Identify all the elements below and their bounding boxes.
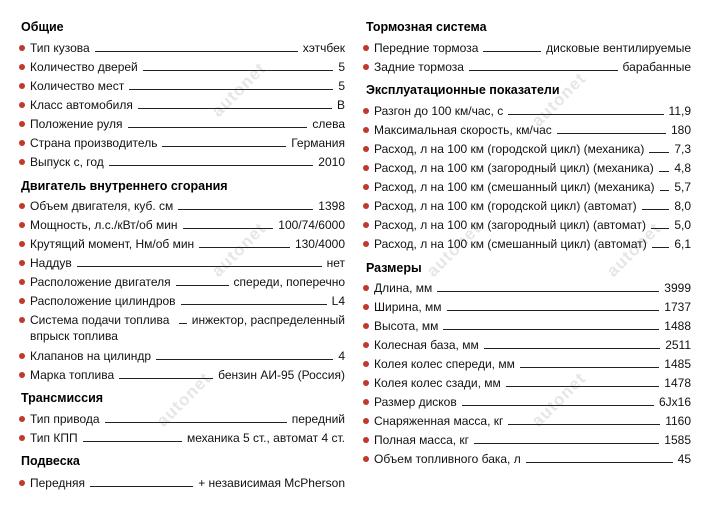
- spec-row: [30, 36, 345, 55]
- bullet-icon: [363, 437, 369, 443]
- leader-line: [447, 310, 660, 311]
- spec-row: [374, 213, 691, 232]
- spec-value: 1585: [664, 433, 691, 447]
- leader-line: [109, 165, 314, 166]
- leader-line: [469, 70, 618, 71]
- leader-line: [128, 127, 308, 128]
- leader-line: [437, 291, 659, 292]
- spec-label: Передняя: [30, 476, 86, 490]
- leader-line: [520, 367, 659, 368]
- spec-label: Расход, л на 100 км (смешанный цикл) (автомат): [374, 237, 647, 251]
- spec-row: [30, 74, 345, 93]
- spec-row: [30, 407, 345, 426]
- spec-value: L4: [331, 294, 345, 308]
- spec-label: Крутящий момент, Нм/об мин: [30, 237, 195, 251]
- bullet-icon: [19, 480, 25, 486]
- spec-label: Высота, мм: [374, 319, 439, 333]
- spec-label: Расположение двигателя: [30, 275, 171, 289]
- spec-label: Положение руля: [30, 117, 123, 131]
- leader-line: [508, 424, 660, 425]
- spec-value: хэтчбек: [302, 41, 345, 55]
- bullet-icon: [19, 353, 25, 359]
- leader-line: [508, 114, 663, 115]
- leader-line: [129, 89, 333, 90]
- bullet-icon: [363, 127, 369, 133]
- spec-value: 130/4000: [294, 237, 345, 251]
- section-title-dimensions: Размеры: [366, 261, 422, 275]
- section-title-transmission: Трансмиссия: [21, 391, 104, 405]
- spec-label: Передние тормоза: [374, 41, 479, 55]
- section-title-performance: Эксплуатационные показатели: [366, 83, 560, 97]
- spec-value: бензин АИ-95 (Россия): [218, 368, 345, 382]
- spec-value: спереди, поперечно: [233, 275, 345, 289]
- bullet-icon: [363, 146, 369, 152]
- bullet-icon: [19, 159, 25, 165]
- bullet-icon: [363, 323, 369, 329]
- leader-line: [642, 209, 670, 210]
- bullet-icon: [19, 64, 25, 70]
- spec-row: [374, 55, 691, 74]
- section-title-engine: Двигатель внутреннего сгорания: [21, 179, 228, 193]
- spec-label: Колея колес сзади, мм: [374, 376, 501, 390]
- spec-row: [374, 36, 691, 55]
- bullet-icon: [363, 64, 369, 70]
- spec-row: [30, 270, 345, 289]
- spec-row: [374, 314, 691, 333]
- spec-label: Тип кузова: [30, 41, 90, 55]
- bullet-icon: [19, 222, 25, 228]
- spec-label: Марка топлива: [30, 368, 115, 382]
- spec-row: [30, 213, 345, 232]
- watermark: autonet: [152, 368, 215, 431]
- spec-row: [30, 289, 345, 308]
- spec-value: 1398: [318, 199, 345, 213]
- leader-line: [474, 443, 659, 444]
- bullet-icon: [363, 108, 369, 114]
- spec-value: 1485: [664, 357, 691, 371]
- spec-label: Длина, мм: [374, 281, 433, 295]
- leader-line: [652, 247, 670, 248]
- spec-row: [374, 333, 691, 352]
- spec-row: [30, 150, 345, 169]
- bullet-icon: [363, 361, 369, 367]
- spec-label: Тип привода: [30, 412, 100, 426]
- spec-row: [30, 55, 345, 74]
- watermark: autonet: [527, 368, 590, 431]
- spec-label: Класс автомобиля: [30, 98, 133, 112]
- spec-row: [374, 447, 691, 466]
- spec-row: [374, 232, 691, 251]
- spec-value: 100/74/6000: [278, 218, 345, 232]
- bullet-icon: [19, 102, 25, 108]
- bullet-icon: [363, 380, 369, 386]
- spec-row: [30, 232, 345, 251]
- spec-label: Мощность, л.с./кВт/об мин: [30, 218, 178, 232]
- spec-label: Система подачи топлива впрыск топлива: [30, 313, 170, 343]
- spec-value: 5: [338, 79, 345, 93]
- bullet-icon: [19, 140, 25, 146]
- spec-row: [30, 194, 345, 213]
- watermark: autonet: [207, 58, 270, 121]
- spec-label: Расход, л на 100 км (загородный цикл) (автомат): [374, 218, 646, 232]
- leader-line: [199, 247, 290, 248]
- spec-value: + независимая McPherson: [198, 476, 345, 490]
- spec-value: 11,9: [668, 104, 691, 118]
- spec-label: Клапанов на цилиндр: [30, 349, 152, 363]
- spec-value: 2010: [318, 155, 345, 169]
- spec-row: [30, 426, 345, 445]
- spec-label: Полная масса, кг: [374, 433, 470, 447]
- spec-label: Страна производитель: [30, 136, 158, 150]
- bullet-icon: [363, 285, 369, 291]
- leader-line: [484, 348, 660, 349]
- spec-value: 8,0: [674, 199, 691, 213]
- spec-value: 2511: [665, 338, 691, 352]
- leader-line: [138, 108, 332, 109]
- spec-value: 3999: [664, 281, 691, 295]
- leader-line: [119, 378, 213, 379]
- bullet-icon: [19, 317, 25, 323]
- bullet-icon: [363, 399, 369, 405]
- spec-row: [30, 471, 345, 490]
- leader-line: [156, 359, 333, 360]
- spec-label: Объем топливного бака, л: [374, 452, 521, 466]
- spec-value: Германия: [291, 136, 345, 150]
- spec-label: Размер дисков: [374, 395, 457, 409]
- spec-row: [30, 131, 345, 150]
- leader-line: [77, 266, 322, 267]
- bullet-icon: [363, 165, 369, 171]
- spec-value: барабанные: [622, 60, 691, 74]
- spec-label: Колея колес спереди, мм: [374, 357, 515, 371]
- bullet-icon: [19, 435, 25, 441]
- leader-line: [651, 228, 669, 229]
- spec-value: 7,3: [674, 142, 691, 156]
- bullet-icon: [19, 121, 25, 127]
- bullet-icon: [19, 260, 25, 266]
- spec-value: дисковые вентилируемые: [546, 41, 691, 55]
- bullet-icon: [19, 279, 25, 285]
- spec-label: Расход, л на 100 км (городской цикл) (автомат): [374, 199, 637, 213]
- spec-label: Наддув: [30, 256, 72, 270]
- spec-row: [30, 112, 345, 131]
- spec-label: Разгон до 100 км/час, с: [374, 104, 504, 118]
- spec-value: 5,7: [674, 180, 691, 194]
- spec-row: [374, 371, 691, 390]
- leader-line: [660, 190, 670, 191]
- bullet-icon: [363, 45, 369, 51]
- spec-value: 45: [677, 452, 691, 466]
- spec-label: Задние тормоза: [374, 60, 464, 74]
- spec-value: 6,1: [674, 237, 691, 251]
- spec-label: Расход, л на 100 км (загородный цикл) (механика): [374, 161, 654, 175]
- spec-value: 1737: [664, 300, 691, 314]
- bullet-icon: [19, 241, 25, 247]
- section-title-suspension: Подвеска: [21, 454, 80, 468]
- spec-label: Максимальная скорость, км/час: [374, 123, 552, 137]
- spec-value: передний: [291, 412, 345, 426]
- spec-label: Объем двигателя, куб. см: [30, 199, 174, 213]
- bullet-icon: [363, 456, 369, 462]
- spec-value: инжектор, распределенный: [191, 313, 345, 327]
- spec-value: 5,0: [674, 218, 691, 232]
- bullet-icon: [363, 342, 369, 348]
- leader-line: [179, 323, 187, 324]
- spec-row: [374, 276, 691, 295]
- spec-row: [374, 118, 691, 137]
- leader-line: [176, 285, 229, 286]
- spec-row: [374, 295, 691, 314]
- bullet-icon: [363, 241, 369, 247]
- spec-label: Количество мест: [30, 79, 125, 93]
- spec-row: [30, 344, 345, 363]
- bullet-icon: [19, 416, 25, 422]
- leader-line: [506, 386, 660, 387]
- spec-label: Выпуск с, год: [30, 155, 104, 169]
- leader-line: [443, 329, 659, 330]
- spec-label: Колесная база, мм: [374, 338, 479, 352]
- bullet-icon: [363, 418, 369, 424]
- spec-value: слева: [312, 117, 345, 131]
- leader-line: [649, 152, 669, 153]
- bullet-icon: [363, 184, 369, 190]
- spec-value: 5: [338, 60, 345, 74]
- spec-label: Расход, л на 100 км (смешанный цикл) (механика): [374, 180, 655, 194]
- spec-value: 1160: [665, 414, 691, 428]
- bullet-icon: [363, 222, 369, 228]
- spec-value: 4,8: [674, 161, 691, 175]
- section-title-brakes: Тормозная система: [366, 20, 487, 34]
- leader-line: [659, 171, 670, 172]
- bullet-icon: [19, 298, 25, 304]
- leader-line: [178, 209, 313, 210]
- leader-line: [95, 51, 298, 52]
- leader-line: [143, 70, 334, 71]
- watermark: autonet: [527, 68, 590, 131]
- bullet-icon: [19, 203, 25, 209]
- bullet-icon: [363, 304, 369, 310]
- spec-row: [374, 99, 691, 118]
- spec-value: механика 5 ст., автомат 4 ст.: [186, 431, 345, 445]
- spec-row: [374, 175, 691, 194]
- watermark: autonet: [422, 218, 485, 281]
- spec-value: 4: [338, 349, 345, 363]
- spec-row: [374, 409, 691, 428]
- leader-line: [526, 462, 673, 463]
- spec-row: [374, 194, 691, 213]
- watermark: autonet: [207, 218, 270, 281]
- spec-row: [374, 156, 691, 175]
- leader-line: [181, 304, 327, 305]
- leader-line: [557, 133, 666, 134]
- spec-label: Количество дверей: [30, 60, 138, 74]
- spec-value: 1488: [664, 319, 691, 333]
- spec-value: нет: [326, 256, 345, 270]
- watermark: autonet: [602, 218, 665, 281]
- spec-row: [374, 390, 691, 409]
- leader-line: [483, 51, 541, 52]
- spec-label: Расход, л на 100 км (городской цикл) (механика): [374, 142, 645, 156]
- spec-value: 180: [670, 123, 691, 137]
- spec-label: Расположение цилиндров: [30, 294, 176, 308]
- bullet-icon: [19, 45, 25, 51]
- spec-label: Тип КПП: [30, 431, 78, 445]
- spec-row: [30, 251, 345, 270]
- bullet-icon: [19, 372, 25, 378]
- bullet-icon: [19, 83, 25, 89]
- spec-label: Снаряженная масса, кг: [374, 414, 504, 428]
- spec-value: B: [336, 98, 345, 112]
- leader-line: [462, 405, 654, 406]
- spec-row: [374, 352, 691, 371]
- leader-line: [183, 228, 274, 229]
- leader-line: [83, 441, 182, 442]
- spec-row: [374, 428, 691, 447]
- section-title-general: Общие: [21, 20, 64, 34]
- leader-line: [105, 422, 287, 423]
- bullet-icon: [363, 203, 369, 209]
- spec-row: [30, 363, 345, 382]
- spec-label: Ширина, мм: [374, 300, 442, 314]
- spec-value: 1478: [664, 376, 691, 390]
- leader-line: [162, 146, 286, 147]
- spec-row: [30, 93, 345, 112]
- spec-value: 6Jx16: [658, 395, 691, 409]
- spec-row: [374, 137, 691, 156]
- leader-line: [90, 486, 193, 487]
